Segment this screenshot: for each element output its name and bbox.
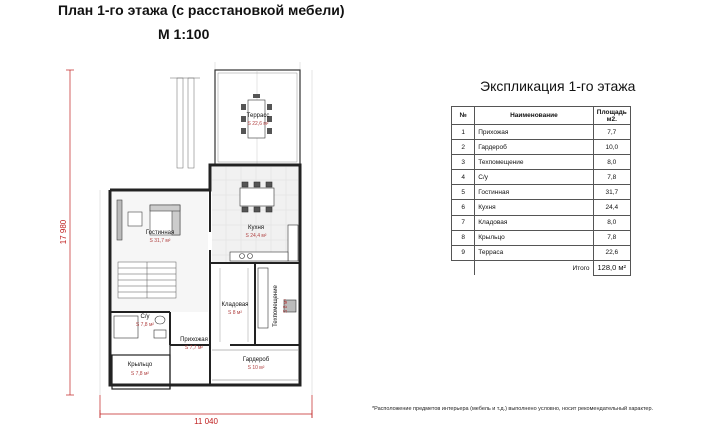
row-area: 24,4 — [593, 200, 630, 215]
total-row — [452, 260, 631, 275]
room-name-storage: Кладовая — [221, 302, 249, 308]
row-area: 22,6 — [593, 245, 630, 260]
room-name-living: Гостинная — [145, 230, 175, 236]
row-area: 8,0 — [593, 155, 630, 170]
row-num: 3 — [452, 155, 475, 170]
staircase — [118, 262, 176, 298]
room-name-tech: Техпомещение — [273, 285, 279, 327]
row-num: 4 — [452, 170, 475, 185]
page-title: План 1-го этажа (с расстановкой мебели) — [58, 2, 345, 18]
row-area: 31,7 — [593, 185, 630, 200]
room-area-terrace: S 22,6 м² — [247, 121, 269, 127]
row-num: 6 — [452, 200, 475, 215]
row-num: 7 — [452, 215, 475, 230]
room-area-storage: S 8 м² — [228, 310, 242, 316]
scale-label: М 1:100 — [158, 26, 210, 42]
room-name-wardrobe: Гардероб — [242, 357, 270, 363]
room-name-hall: Прихожая — [180, 337, 208, 343]
row-area: 8,0 — [593, 215, 630, 230]
row-name: Гостинная — [475, 185, 593, 200]
row-num: 8 — [452, 230, 475, 245]
room-name-porch: Крыльцо — [127, 362, 153, 368]
header-num: № — [452, 107, 475, 125]
room-name-bathroom: С/у — [140, 314, 150, 320]
pergola — [170, 78, 200, 168]
table-row — [452, 140, 631, 155]
dimension-height: 17 980 — [59, 219, 68, 245]
row-name: Гардероб — [475, 140, 593, 155]
room-area-kitchen: S 24,4 м² — [245, 233, 267, 239]
row-num: 1 — [452, 125, 475, 140]
table-row — [452, 245, 631, 260]
row-area: 10,0 — [593, 140, 630, 155]
row-area: 7,8 — [593, 230, 630, 245]
table-row — [452, 125, 631, 140]
row-area: 7,7 — [593, 125, 630, 140]
row-name: Крыльцо — [475, 230, 593, 245]
table-row — [452, 215, 631, 230]
row-name: Кухня — [475, 200, 593, 215]
row-area: 7,8 — [593, 170, 630, 185]
room-area-living: S 31,7 м² — [149, 238, 171, 244]
header-name: Наименование — [475, 107, 593, 125]
room-area-wardrobe: S 10 м² — [247, 365, 265, 371]
kitchen-floor — [212, 167, 298, 263]
row-name: Терраса — [475, 245, 593, 260]
table-row — [452, 170, 631, 185]
header-area: Площадь м2. — [593, 107, 630, 125]
room-area-porch: S 7,8 м² — [130, 371, 150, 377]
explication-title: Экспликация 1-го этажа — [480, 78, 636, 94]
dimension-width: 11 040 — [194, 417, 218, 426]
explication-table — [451, 106, 631, 276]
total-label: Итого — [475, 260, 593, 275]
table-row — [452, 155, 631, 170]
row-name: С/у — [475, 170, 593, 185]
row-name: Прихожая — [475, 125, 593, 140]
room-name-kitchen: Кухня — [247, 225, 265, 231]
table-row — [452, 230, 631, 245]
row-num: 9 — [452, 245, 475, 260]
room-area-bathroom: S 7,8 м² — [135, 322, 155, 328]
row-name: Кладовая — [475, 215, 593, 230]
row-num: 2 — [452, 140, 475, 155]
row-num: 5 — [452, 185, 475, 200]
table-row — [452, 200, 631, 215]
row-name: Техпомещение — [475, 155, 593, 170]
table-row — [452, 185, 631, 200]
room-area-tech: S 8 м² — [283, 299, 289, 313]
table-header-row — [452, 107, 631, 125]
room-area-hall: S 7,7 м² — [184, 345, 204, 351]
total-value: 128,0 м² — [593, 260, 630, 275]
footnote: *Расположение предметов интерьера (мебель и т.д.) выполнено условно, носит рекомендательный характер. — [372, 406, 654, 412]
room-name-terrace: Террасс — [246, 113, 270, 119]
